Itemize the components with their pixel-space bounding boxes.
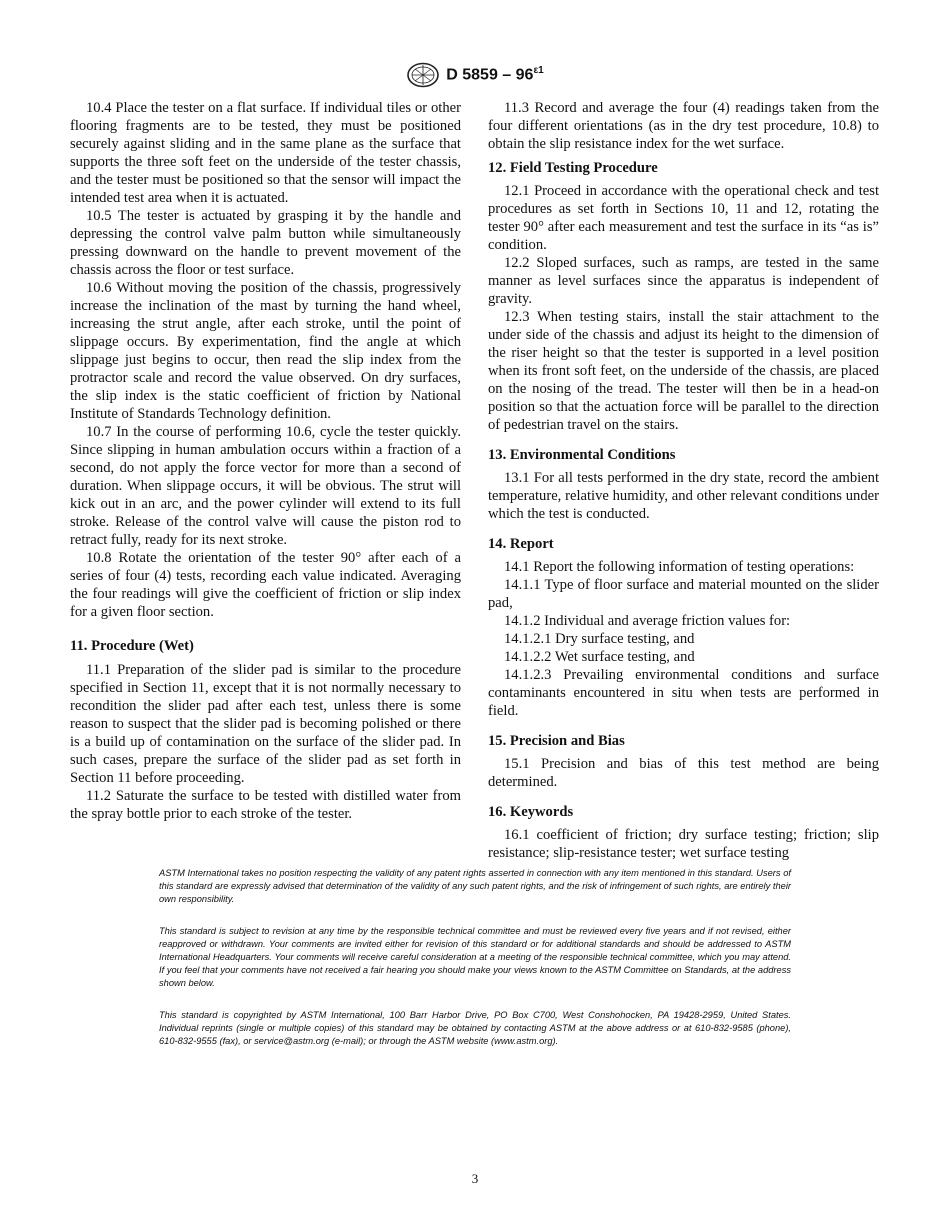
page-number: 3	[471, 1171, 479, 1186]
paragraph-14-1-1: 14.1.1 Type of floor surface and material mounted on the slider pad,	[488, 577, 879, 611]
paragraph-14-1: 14.1 Report the following information of testing operations:	[504, 559, 855, 575]
paragraph-14-1-2-1: 14.1.2.1 Dry surface testing, and	[504, 631, 695, 647]
left-column	[70, 99, 461, 823]
paragraph-12-2: 12.2 Sloped surfaces, such as ramps, are tested in the same manner as level surfaces since the apparatus is independent of gravity.	[488, 255, 879, 307]
paragraph-11-2: 11.2 Saturate the surface to be tested with distilled water from the spray bottle prior to each stroke of the tester.	[70, 788, 461, 822]
copyright-notice: This standard is copyrighted by ASTM International, 100 Barr Harbor Drive, PO Box C700, West Conshohocken, PA 19428-2959, United States. Individual reprints (single or multiple copies) of this standard may be obtained by contacting ASTM at the above address or at 610-832-9585 (phone), 610-832-9555 (fax), or service@astm.org (e-mail); or through the ASTM website (www.astm.org).	[159, 1010, 791, 1046]
patent-notice: ASTM International takes no position respecting the validity of any patent rights asserted in connection with any item mentioned in this standard. Users of this standard are expressly advised that determination of the validity of any such patent rights, and the risk of infringement of such rights, are entirely their own responsibility.	[159, 868, 791, 904]
paragraph-14-1-2-2: 14.1.2.2 Wet surface testing, and	[504, 649, 695, 665]
standard-designation: D $5859 - 96^{\varepsilon 1}$	[446, 65, 544, 84]
paragraph-15-1: 15.1 Precision and bias of this test method are being determined.	[488, 756, 879, 790]
astm-logo-icon	[406, 62, 440, 88]
paragraph-14-1-2: 14.1.2 Individual and average friction values for:	[504, 613, 791, 629]
section-14-heading: 14. Report	[488, 536, 554, 552]
paragraph-10-4: 10.4 Place the tester on a flat surface. If individual tiles or other flooring fragments are to be tested, they must be positioned securely against sliding and in the same plane as the surface that supports the three soft feet on the underside of the tester chassis, and the tester must be positioned so that the sensor will impact the intended test area when it is actuated.	[70, 100, 461, 206]
paragraph-10-8: 10.8 Rotate the orientation of the tester 90° after each of a series of four (4) tests, recording each value indicated. Averaging the four readings will give the coefficient of friction or slip index for a given floor section.	[70, 550, 461, 620]
paragraph-14-1-2-3: 14.1.2.3 Prevailing environmental conditions and surface contaminants encountered in situ when tests are performed in field.	[488, 667, 879, 719]
section-15-heading: 15. Precision and Bias	[488, 733, 625, 749]
paragraph-11-1: 11.1 Preparation of the slider pad is similar to the procedure specified in Section 11, except that it is not normally necessary to recondition the slider pad after each test, unless there is some reason to suspect that the slider pad is becoming polished or there is a build up of contamination on the surface of the slider pad. In such cases, prepare the surface of the slider pad as set forth in Section 11 before proceeding.	[70, 662, 461, 786]
paragraph-10-5: 10.5 The tester is actuated by grasping it by the handle and depressing the control valve palm button while simultaneously pressing downward on the handle to prevent movement of the chassis across the floor or test surface.	[70, 208, 461, 278]
paragraph-12-3: 12.3 When testing stairs, install the stair attachment to the under side of the chassis and adjust its height to the dimension of the riser height so that the tester is supported in a level position when its front soft feet, on the underside of the chassis, are placed on the nosing of the tread. The tester will then be in a head-on position so that the actuation force will be parallel to the direction of pedestrian travel on the stairs.	[488, 309, 879, 433]
paragraph-12-1: 12.1 Proceed in accordance with the operational check and test procedures as set forth in Sections 10, 11 and 12, rotating the tester 90° after each measurement and test the surface in its “as is” condition.	[488, 183, 879, 253]
paragraph-11-3: 11.3 Record and average the four (4) readings taken from the four different orientations (as in the dry test procedure, 10.8) to obtain the slip resistance index for the wet surface.	[488, 100, 879, 152]
paragraph-16-1: 16.1 coefficient of friction; dry surface testing; friction; slip resistance; slip-resistance tester; wet surface testing	[488, 827, 879, 861]
footer-notes	[159, 867, 791, 1067]
page-header	[0, 62, 950, 90]
section-11-heading: 11. Procedure (Wet)	[70, 638, 194, 654]
right-column	[488, 99, 879, 862]
section-12-heading: 12. Field Testing Procedure	[488, 160, 658, 176]
section-16-heading: 16. Keywords	[488, 804, 574, 820]
revision-notice: This standard is subject to revision at any time by the responsible technical committee and must be reviewed every five years and if not revised, either reapproved or withdrawn. Your comments are invited either for revision of this standard or for additional standards and should be addressed to ASTM International Headquarters. Your comments will receive careful consideration at a meeting of the responsible technical committee, which you may attend. If you feel that your comments have not received a fair hearing you should make your views known to the ASTM Committee on Standards, at the address shown below.	[159, 926, 791, 988]
paragraph-10-7: 10.7 In the course of performing 10.6, cycle the tester quickly. Since slipping in human ambulation occurs within a fraction of a second, do not apply the force vector for more than a second of duration. When slippage occurs, it will be obvious. The strut will kick out in an arc, and the power cylinder will extend to its full stroke. Release of the control valve will cause the piston rod to retract fully, ready for its next stroke.	[70, 424, 461, 548]
section-13-heading: 13. Environmental Conditions	[488, 447, 676, 463]
paragraph-13-1: 13.1 For all tests performed in the dry state, record the ambient temperature, relative humidity, and other relevant conditions under which the test is conducted.	[488, 470, 879, 522]
paragraph-10-6: 10.6 Without moving the position of the chassis, progressively increase the inclination of the mast by turning the hand wheel, increasing the strut angle, after each stroke, until the point of slippage occurs. By experimentation, find the angle at which slippage just begins to occur, then read the slip index from the protractor scale and record the value observed. On dry surfaces, the slip index is the static coefficient of friction by National Institute of Standards Technology definition.	[70, 280, 461, 422]
